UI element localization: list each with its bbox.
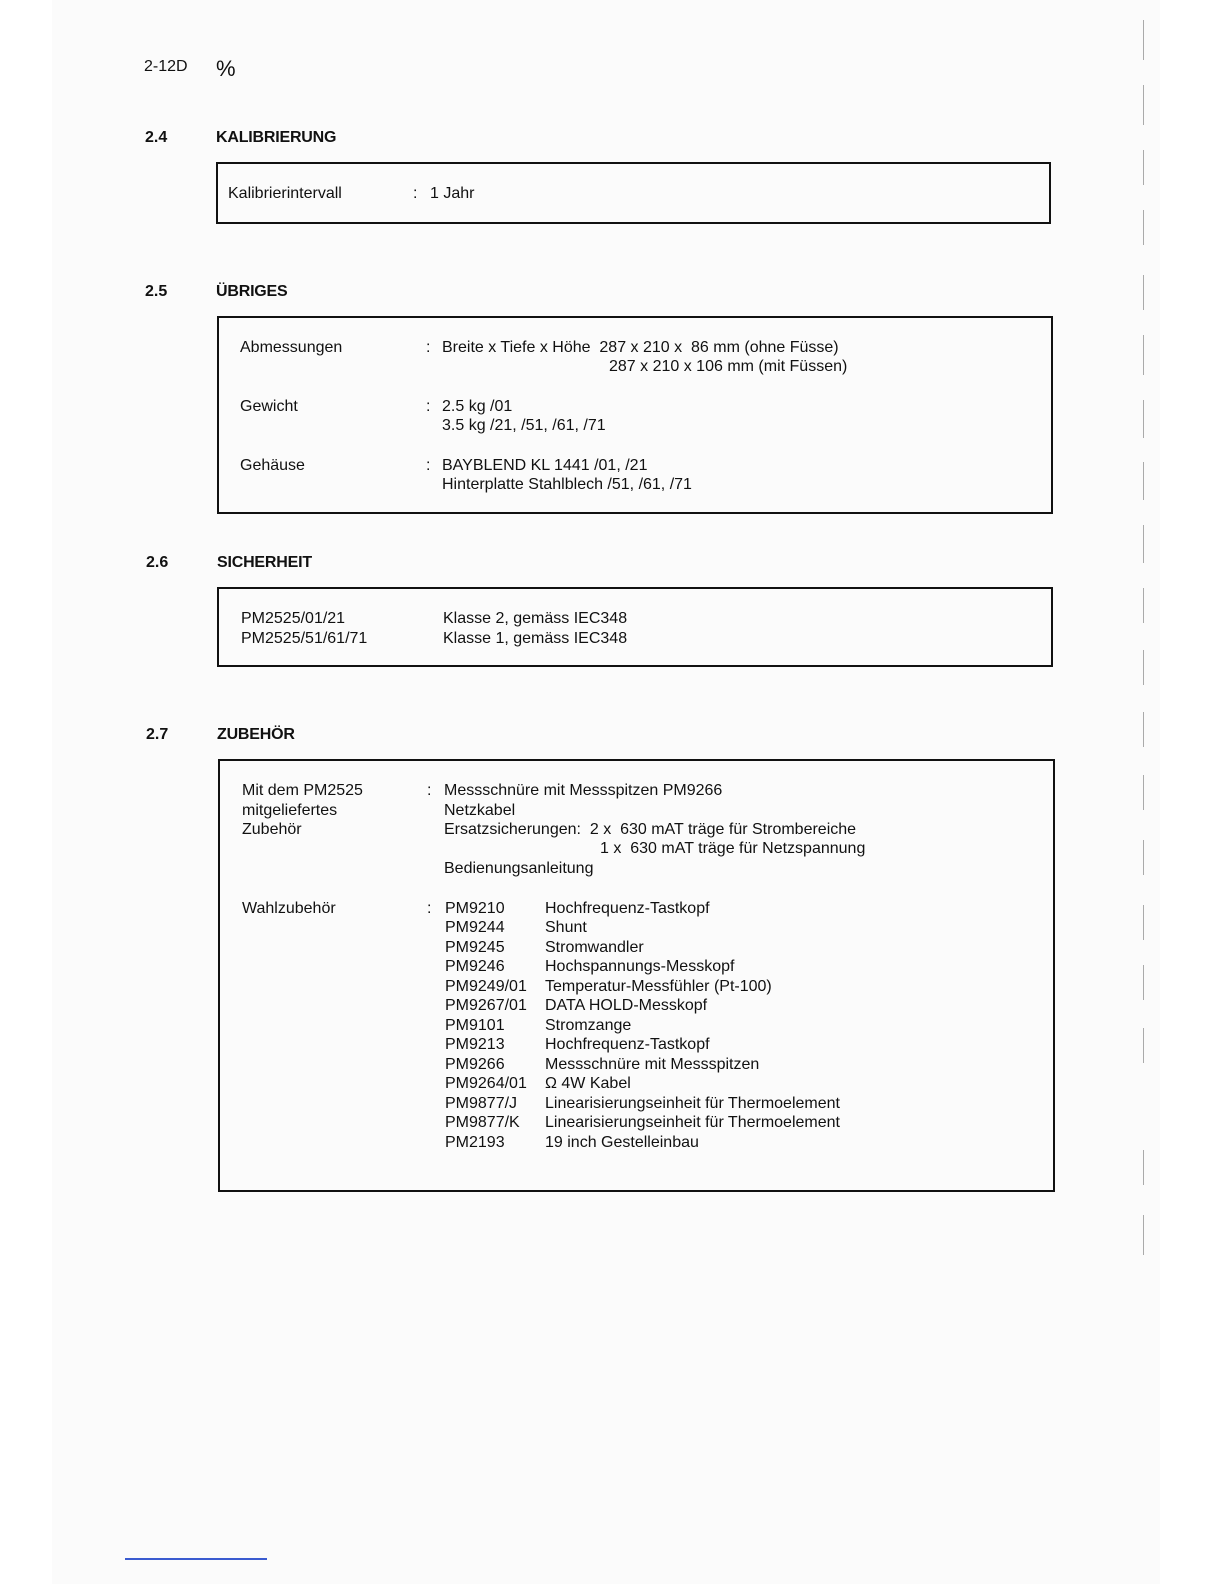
- section-title: SICHERHEIT: [217, 554, 312, 571]
- colon-separator: :: [426, 398, 431, 415]
- section-number: 2.4: [145, 129, 168, 146]
- accessory-desc: Stromwandler: [545, 939, 644, 956]
- supplied-label: Zubehör: [242, 821, 302, 838]
- row-value: Hinterplatte Stahlblech /51, /61, /71: [442, 476, 692, 493]
- scan-margin-mark: [1143, 965, 1144, 1000]
- accessory-code: PM9877/J: [445, 1095, 518, 1112]
- scan-margin-mark: [1143, 1028, 1144, 1063]
- accessory-code: PM9213: [445, 1036, 505, 1053]
- section-number: 2.7: [146, 726, 169, 743]
- accessory-code: PM9244: [445, 919, 505, 936]
- accessory-code: PM9246: [445, 958, 505, 975]
- accessory-desc: Linearisierungseinheit für Thermoelement: [545, 1114, 840, 1131]
- accessory-code: PM9267/01: [445, 997, 527, 1014]
- supplied-item: Ersatzsicherungen: 2 x 630 mAT träge für Strombereiche: [444, 821, 857, 838]
- accessory-desc: Temperatur-Messfühler (Pt-100): [545, 978, 772, 995]
- scan-margin-mark: [1143, 210, 1144, 245]
- accessory-code: PM9101: [445, 1017, 505, 1034]
- row-label: Abmessungen: [240, 339, 343, 356]
- accessory-code: PM9245: [445, 939, 505, 956]
- scan-margin-mark: [1143, 650, 1144, 685]
- colon-separator: :: [426, 339, 431, 356]
- row-label: PM2525/01/21: [241, 610, 346, 627]
- row-value: 1 Jahr: [430, 185, 475, 202]
- safety-box: [217, 587, 1053, 667]
- percent-symbol: %: [216, 56, 236, 81]
- accessory-desc: Hochspannungs-Messkopf: [545, 958, 735, 975]
- scan-margin-mark: [1143, 775, 1144, 810]
- supplied-label: Mit dem PM2525: [242, 782, 363, 799]
- row-value: Klasse 2, gemäss IEC348: [443, 610, 628, 627]
- row-value: BAYBLEND KL 1441 /01, /21: [442, 457, 648, 474]
- colon-separator: :: [427, 900, 432, 917]
- row-value: 2.5 kg /01: [442, 398, 513, 415]
- page-number: 2-12D: [144, 58, 188, 75]
- row-value: 3.5 kg /21, /51, /61, /71: [442, 417, 606, 434]
- accessory-desc: Hochfrequenz-Tastkopf: [545, 900, 710, 917]
- supplied-item: 1 x 630 mAT träge für Netzspannung: [600, 840, 866, 857]
- calibration-box: [216, 162, 1051, 224]
- row-value: 287 x 210 x 106 mm (mit Füssen): [609, 358, 848, 375]
- misc-box: [217, 316, 1053, 514]
- scan-margin-mark: [1143, 712, 1144, 747]
- optional-label: Wahlzubehör: [242, 900, 336, 917]
- scan-margin-mark: [1143, 85, 1144, 125]
- accessory-desc: Hochfrequenz-Tastkopf: [545, 1036, 710, 1053]
- section-title: ZUBEHÖR: [217, 726, 295, 743]
- footer-rule: [125, 1558, 267, 1560]
- accessories-box: [218, 759, 1055, 1192]
- scan-margin-mark: [1143, 335, 1144, 375]
- section-number: 2.6: [146, 554, 169, 571]
- supplied-item: Bedienungsanleitung: [444, 860, 594, 877]
- accessory-code: PM9264/01: [445, 1075, 527, 1092]
- accessory-desc: Messschnüre mit Messspitzen: [545, 1056, 760, 1073]
- row-label: PM2525/51/61/71: [241, 630, 368, 647]
- scan-margin-mark: [1143, 525, 1144, 563]
- accessory-desc: Ω 4W Kabel: [545, 1075, 631, 1092]
- accessory-desc: 19 inch Gestelleinbau: [545, 1134, 699, 1151]
- row-value: Klasse 1, gemäss IEC348: [443, 630, 628, 647]
- scan-margin-mark: [1143, 462, 1144, 500]
- supplied-label: mitgeliefertes: [242, 802, 338, 819]
- colon-separator: :: [413, 185, 418, 202]
- row-label: Gewicht: [240, 398, 298, 415]
- accessory-desc: Linearisierungseinheit für Thermoelement: [545, 1095, 840, 1112]
- accessory-code: PM9249/01: [445, 978, 527, 995]
- scan-margin-mark: [1143, 20, 1144, 60]
- section-title: KALIBRIERUNG: [216, 129, 337, 146]
- scan-margin-mark: [1143, 905, 1144, 940]
- scan-margin-mark: [1143, 1215, 1144, 1255]
- accessory-code: PM9210: [445, 900, 505, 917]
- section-title: ÜBRIGES: [216, 283, 288, 300]
- scan-margin-mark: [1143, 1150, 1144, 1185]
- section-number: 2.5: [145, 283, 168, 300]
- row-label: Gehäuse: [240, 457, 305, 474]
- supplied-item: Netzkabel: [444, 802, 516, 819]
- accessory-code: PM9877/K: [445, 1114, 520, 1131]
- scan-margin-mark: [1143, 275, 1144, 310]
- supplied-item: Messschnüre mit Messspitzen PM9266: [444, 782, 723, 799]
- row-label: Kalibrierintervall: [228, 185, 342, 202]
- scan-margin-mark: [1143, 588, 1144, 623]
- colon-separator: :: [427, 782, 432, 799]
- colon-separator: :: [426, 457, 431, 474]
- accessory-desc: DATA HOLD-Messkopf: [545, 997, 708, 1014]
- scan-margin-mark: [1143, 840, 1144, 875]
- row-value: Breite x Tiefe x Höhe 287 x 210 x 86 mm (ohne Füsse): [442, 339, 839, 356]
- scan-margin-mark: [1143, 400, 1144, 438]
- accessory-desc: Stromzange: [545, 1017, 632, 1034]
- accessory-code: PM9266: [445, 1056, 505, 1073]
- accessory-code: PM2193: [445, 1134, 505, 1151]
- scan-margin-mark: [1143, 150, 1144, 185]
- accessory-desc: Shunt: [545, 919, 587, 936]
